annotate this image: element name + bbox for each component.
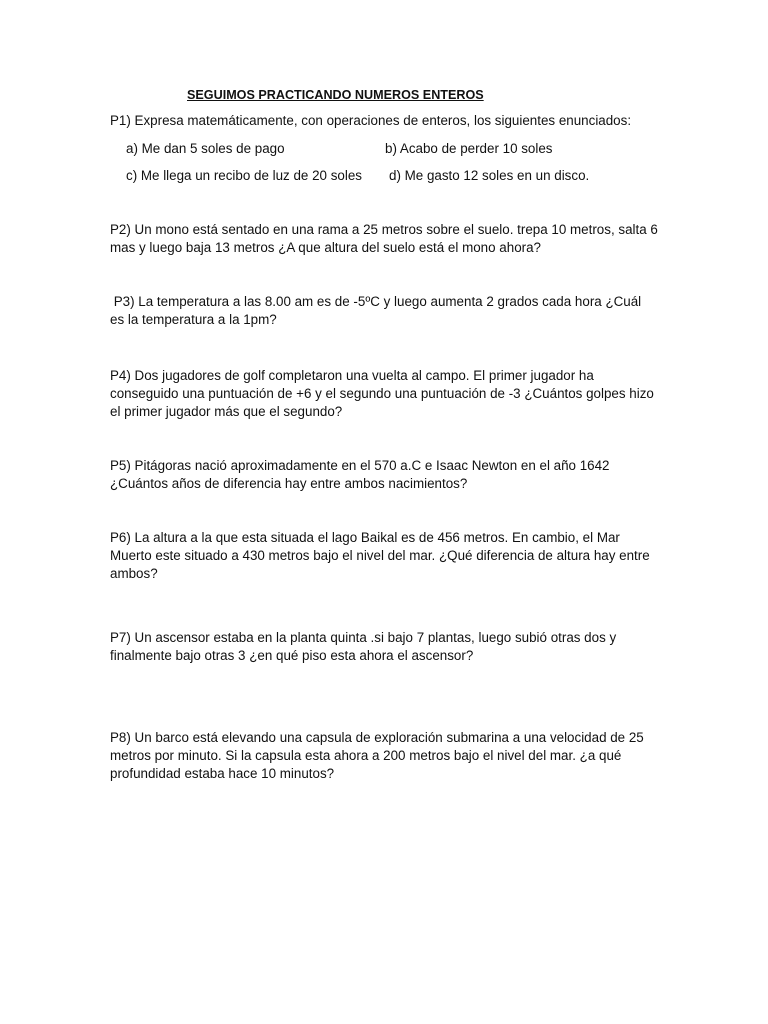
p1-option-b: b) Acabo de perder 10 soles [385,141,553,156]
problem-p2: P2) Un mono está sentado en una rama a 25 metros sobre el suelo. trepa 10 metros, salta 6 mas y luego baja 13 metros ¿A que altura del suelo está el mono ahora? [110,222,658,255]
p1-option-d: d) Me gasto 12 soles en un disco. [389,168,590,183]
problem-p7: P7) Un ascensor estaba en la planta quinta .si bajo 7 plantas, luego subió otras dos y finalmente bajo otras 3 ¿en qué piso esta ahora el ascensor? [110,630,617,663]
problem-p5: P5) Pitágoras nació aproximadamente en el 570 a.C e Isaac Newton en el año 1642 ¿Cuántos años de diferencia hay entre ambos nacimientos? [110,458,610,491]
problem-p8: P8) Un barco está elevando una capsula de exploración submarina a una velocidad de 25 metros por minuto. Si la capsula esta ahora a 200 metros bajo el nivel del mar. ¿a qué profundidad estaba hace 10 minutos? [110,730,644,781]
p1-option-c: c) Me llega un recibo de luz de 20 soles [126,168,362,183]
problem-p3: P3) La temperatura a las 8.00 am es de -5ºC y luego aumenta 2 grados cada hora ¿Cuál es la temperatura a la 1pm? [110,294,645,327]
p1-option-a: a) Me dan 5 soles de pago [126,141,285,156]
problem-p4: P4) Dos jugadores de golf completaron una vuelta al campo. El primer jugador ha conseguido una puntuación de +6 y el segundo una puntuación de -3 ¿Cuántos golpes hizo el primer jugador más que el segundo? [110,368,654,419]
problem-p1: P1) Expresa matemáticamente, con operaciones de enteros, los siguientes enunciados: [110,113,632,128]
page-title: SEGUIMOS PRACTICANDO NUMEROS ENTEROS [187,88,484,102]
problem-p6: P6) La altura a la que esta situada el lago Baikal es de 456 metros. En cambio, el Mar Muerto este situado a 430 metros bajo el nivel del mar. ¿Qué diferencia de altura hay entre ambos? [110,530,650,581]
